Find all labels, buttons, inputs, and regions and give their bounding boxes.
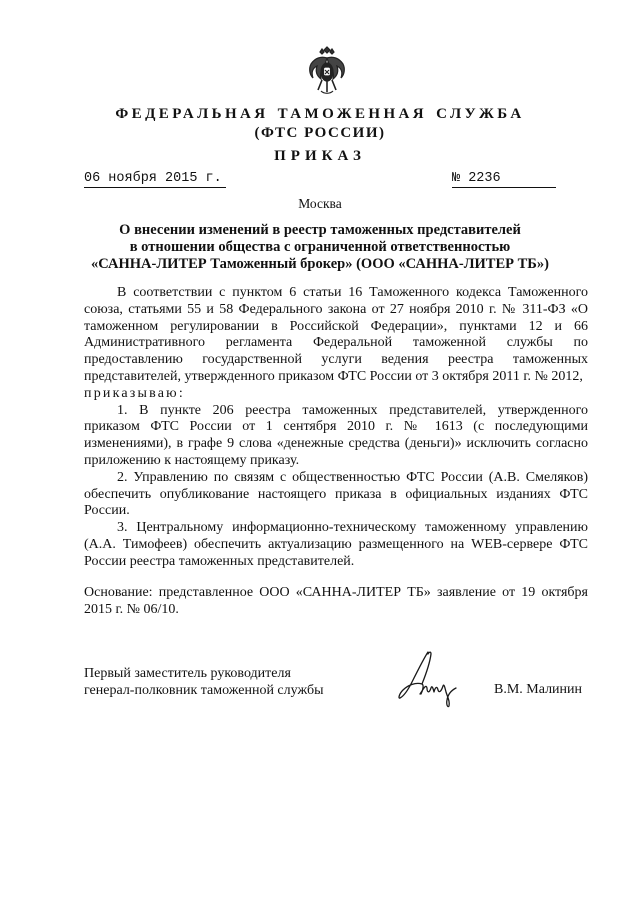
signer-position-line-2: генерал-полковник таможенной службы [84, 683, 324, 698]
title-line-2: в отношении общества с ограниченной ответственностью [129, 239, 511, 255]
signer-name: В.М. Малинин [494, 682, 583, 697]
organization-name: ФЕДЕРАЛЬНАЯ ТАМОЖЕННАЯ СЛУЖБА [115, 106, 525, 122]
signer-position-line-1: Первый заместитель руководителя [84, 666, 291, 681]
signer-position [84, 665, 323, 699]
order-item-2: 2. Управлению по связям с общественностью ФТС России (А.В. Смеляков) обеспечить опубликование настоящего приказа в официальных изданиях ФТС России. [84, 469, 588, 519]
basis-paragraph: Основание: представленное ООО «САННА-ЛИТЕР ТБ» заявление от 19 октября 2015 г. № 06/10. [84, 585, 588, 617]
document-body [84, 285, 588, 571]
preamble-paragraph: В соответствии с пунктом 6 статьи 16 Таможенного кодекса Таможенного союза, статьями 55 и 58 Федерального закона от 27 ноября 2010 г. № 311-ФЗ «О таможенном регулировании в Российской Федерации», пунктами 12 и 66 Административного регламента Федеральной таможенной службы по предоставлению государственной услуги ведения реестра таможенных представителей, утвержденного приказом ФТС России от 3 октября 2011 г. № 2012, [84, 285, 588, 384]
order-item-1: 1. В пункте 206 реестра таможенных представителей, утвержденного приказом ФТС России от 1 сентября 2010 г. № 1613 (с последующими изменениями), в графе 9 слова «денежные средства (деньги)» исключить согласно приложению к настоящему приказу. [84, 402, 588, 468]
order-date: 06 ноября 2015 г. [84, 171, 226, 188]
city: Москва [298, 196, 342, 211]
title-line-3: «САННА-ЛИТЕР Таможенный брокер» (ООО «САННА-ЛИТЕР ТБ») [91, 256, 549, 272]
organization-short-name: (ФТС РОССИИ) [254, 125, 386, 141]
order-item-3: 3. Центральному информационно-техническому таможенному управлению (А.А. Тимофеев) обеспечить актуализацию размещенного на WEB-сервере ФТС России реестра таможенных представителей. [84, 520, 588, 569]
document-title [60, 222, 580, 273]
double-headed-eagle-emblem-icon [305, 46, 349, 96]
handwritten-signature-icon [394, 648, 462, 708]
order-word: приказываю: [84, 385, 185, 401]
title-line-1: О внесении изменений в реестр таможенных представителей [119, 222, 521, 238]
order-number: № 2236 [452, 171, 556, 188]
document-type: ПРИКАЗ [274, 148, 366, 164]
